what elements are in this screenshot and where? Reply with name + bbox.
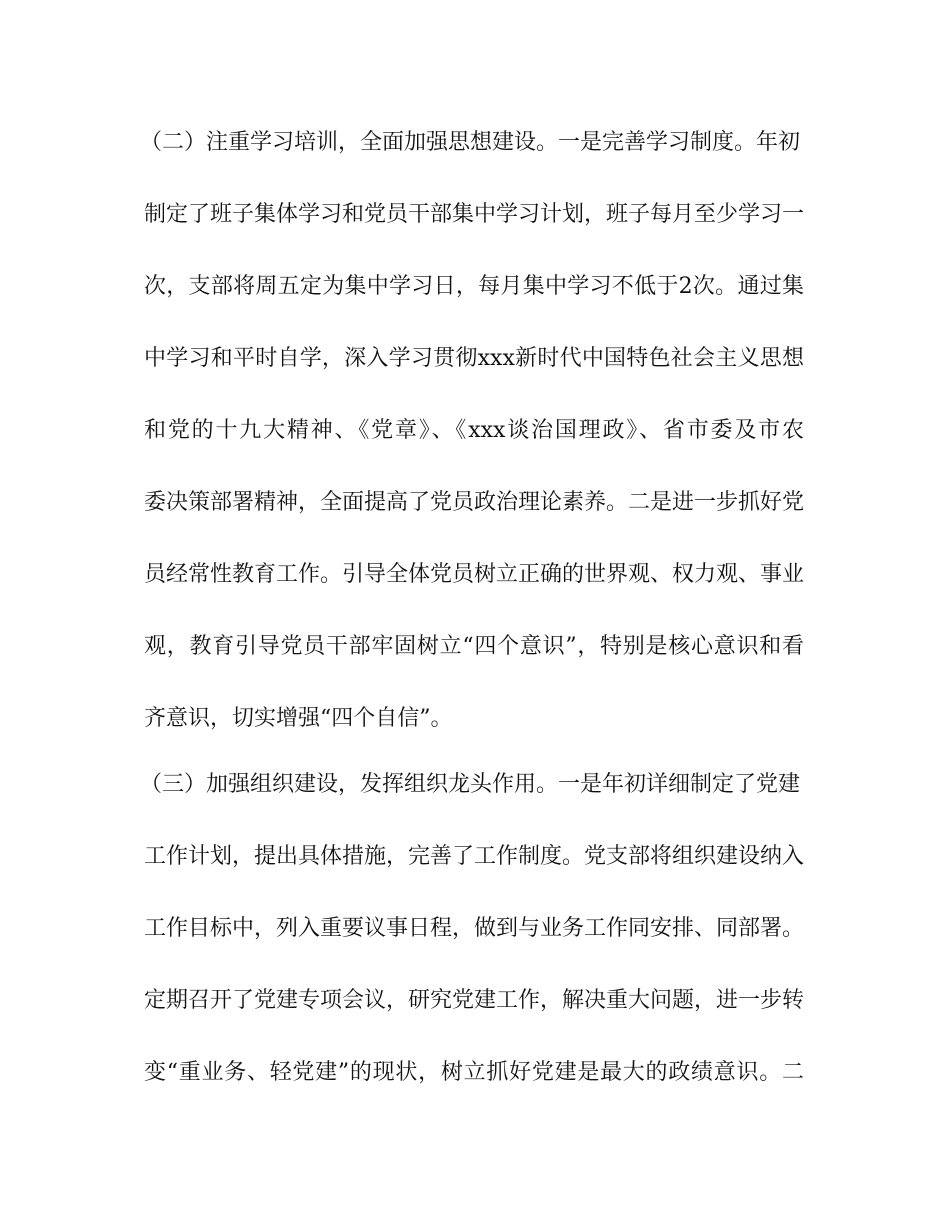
text-line: 中学习和平时自学，深入学习贯彻xxx新时代中国特色社会主义思想 bbox=[144, 346, 804, 371]
text-line: 员经常性教育工作。引导全体党员树立正确的世界观、权力观、事业 bbox=[144, 562, 804, 587]
text-line: 工作目标中，列入重要议事日程，做到与业务工作同安排、同部署。 bbox=[144, 916, 804, 941]
text-line: （三）加强组织建设，发挥组织龙头作用。一是年初详细制定了党建 bbox=[140, 772, 800, 797]
text-line: 观，教育引导党员干部牢固树立“四个意识”，特别是核心意识和看 bbox=[144, 634, 804, 659]
text-line: （二）注重学习培训，全面加强思想建设。一是完善学习制度。年初 bbox=[140, 130, 800, 155]
text-line: 制定了班子集体学习和党员干部集中学习计划，班子每月至少学习一 bbox=[144, 202, 804, 227]
text-line: 工作计划，提出具体措施，完善了工作制度。党支部将组织建设纳入 bbox=[144, 844, 804, 869]
text-line: 和党的十九大精神、《党章》、《xxx谈治国理政》、省市委及市农 bbox=[144, 418, 804, 443]
text-line: 次，支部将周五定为集中学习日，每月集中学习不低于2次。通过集 bbox=[144, 274, 804, 299]
text-line: 齐意识，切实增强“四个自信”。 bbox=[144, 706, 453, 731]
text-line: 委决策部署精神，全面提高了党员政治理论素养。二是进一步抓好党 bbox=[144, 490, 804, 515]
text-line: 定期召开了党建专项会议，研究党建工作，解决重大问题，进一步转 bbox=[144, 988, 804, 1013]
text-line: 变“重业务、轻党建”的现状，树立抓好党建是最大的政绩意识。二 bbox=[144, 1060, 804, 1085]
